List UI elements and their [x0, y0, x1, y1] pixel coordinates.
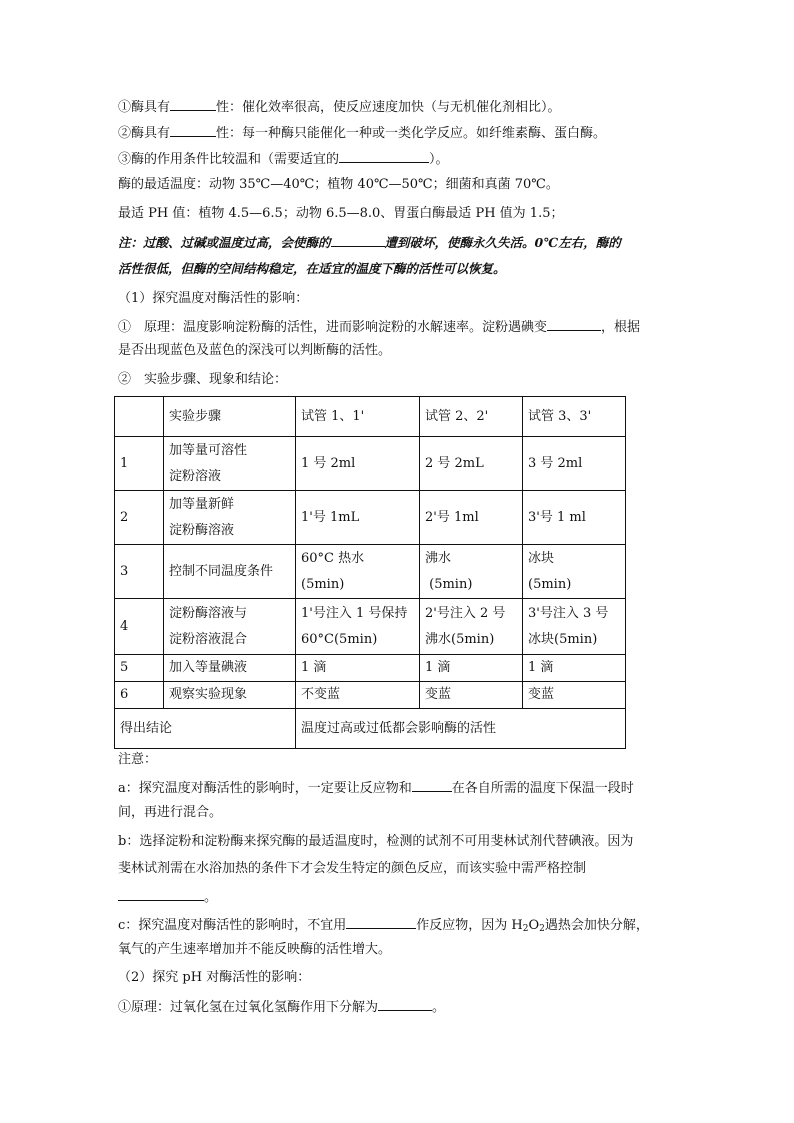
blank — [378, 996, 432, 1011]
intro-line-2 — [118, 122, 606, 144]
step-cell: 观察实验现象 — [164, 682, 296, 709]
tube-cell — [420, 437, 523, 491]
conclusion-row — [115, 709, 626, 749]
step-cell — [164, 437, 296, 491]
conclusion-text: 温度过高或过低都会影响酶的活性 — [296, 709, 626, 749]
table-row — [115, 545, 626, 599]
intro-line-3 — [118, 148, 449, 170]
blank — [412, 777, 452, 792]
text: 遇热会加快分解， — [544, 918, 649, 933]
step-text: 淀粉酶溶液与 — [169, 605, 248, 621]
tube-cell: 1 滴 — [420, 655, 523, 682]
cell-text: 1'号注入 1 号保持 — [301, 605, 408, 621]
conclusion-label: 得出结论 — [115, 709, 296, 749]
step-text: 加等量可溶性 — [169, 442, 248, 458]
section2-title: （2）探究 pH 对酶活性的影响： — [118, 970, 311, 985]
bold-note-line-1 — [118, 232, 621, 253]
cell-text: 2'号 1ml — [425, 509, 479, 525]
tube-cell — [420, 545, 523, 599]
text: O — [528, 918, 540, 933]
intro-line-1 — [118, 96, 561, 118]
table-header-row — [115, 397, 626, 437]
step-cell — [164, 491, 296, 545]
cell-text: (5min) — [528, 576, 572, 592]
cell-text: 1'号 1mL — [301, 509, 360, 525]
step-text: 淀粉酶溶液 — [169, 522, 235, 538]
tube-cell — [296, 545, 420, 599]
optimal-temperature: 酶的最适温度：动物 35℃—40℃；植物 40℃—50℃；细菌和真菌 70℃。 — [118, 177, 559, 192]
tube-cell: 变蓝 — [523, 682, 626, 709]
text: ）。 — [429, 152, 449, 167]
text: ②酶具有 — [118, 126, 171, 141]
cell-text: (5min) — [301, 576, 345, 592]
row-number: 3 — [115, 545, 164, 599]
tube-cell — [296, 491, 420, 545]
text: ① 原理：温度影响淀粉酶的活性，进而影响淀粉的水解速率。淀粉遇碘变 — [118, 320, 548, 335]
steps-heading: ② 实验步骤、现象和结论： — [118, 372, 288, 387]
text: ③酶的作用条件比较温和（需要适宜的 — [118, 152, 340, 167]
text: 性：催化效率很高，使反应速度加快（与无机催化剂相比）。 — [216, 100, 561, 115]
step-cell — [164, 545, 296, 599]
cell-text: (5min) — [425, 576, 473, 592]
cell-text: 3'号 1 ml — [528, 509, 586, 525]
tube-cell: 变蓝 — [420, 682, 523, 709]
cell-text: 2 号 2mL — [425, 455, 484, 471]
header-cell: 试管 2、2' — [420, 397, 523, 437]
tube-cell — [296, 437, 420, 491]
tube-cell: 不变蓝 — [296, 682, 420, 709]
tube-cell — [420, 599, 523, 655]
note-b-line-2: 斐林试剂需在水浴加热的条件下才会发生特定的颜色反应，而该实验中需严格控制 — [118, 861, 587, 876]
row-number: 5 — [115, 655, 164, 682]
principle-line-1 — [118, 316, 640, 338]
text: ①原理：过氧化氢在过氧化氢酶作用下分解为 — [118, 1000, 379, 1015]
optimal-ph: 最适 PH 值：植物 4.5—6.5；动物 6.5—8.0、胃蛋白酶最适 PH 值为 1.5； — [118, 206, 564, 221]
header-cell — [115, 397, 164, 437]
tube-cell — [523, 545, 626, 599]
row-number: 2 — [115, 491, 164, 545]
table-row — [115, 437, 626, 491]
tube-cell: 1 滴 — [296, 655, 420, 682]
experiment-table — [114, 396, 626, 749]
subscript: 2 — [522, 924, 529, 934]
note-b-line-3 — [118, 886, 217, 908]
row-number: 1 — [115, 437, 164, 491]
blank — [170, 96, 216, 111]
note-c-line-2: 氧气的产生速率增加并不能反映酶的活性增大。 — [118, 942, 392, 957]
text: 。 — [432, 1000, 446, 1015]
text: 作反应物，因为 H — [416, 918, 523, 933]
row-number: 4 — [115, 599, 164, 655]
row-number: 6 — [115, 682, 164, 709]
cell-text: 2'号注入 2 号 — [425, 605, 506, 621]
step-text: 控制不同温度条件 — [169, 563, 274, 579]
cell-text: 1 号 2ml — [301, 455, 356, 471]
blank — [331, 232, 385, 247]
cell-text: 冰块 — [528, 550, 555, 566]
cell-text: 冰块(5min) — [528, 631, 598, 647]
blank — [346, 914, 416, 929]
tube-cell — [523, 437, 626, 491]
step-cell: 加入等量碘液 — [164, 655, 296, 682]
section1-title: （1）探究温度对酶活性的影响： — [118, 291, 309, 306]
text: 。 — [204, 890, 218, 905]
note-a-line-1 — [118, 777, 634, 799]
header-cell: 试管 3、3' — [523, 397, 626, 437]
note-a-line-2: 间，再进行混合。 — [118, 805, 223, 820]
cell-text: 3 号 2ml — [528, 455, 583, 471]
header-cell: 实验步骤 — [164, 397, 296, 437]
step-text: 淀粉溶液 — [169, 468, 222, 484]
principle-line-2: 是否出现蓝色及蓝色的深浅可以判断酶的活性。 — [118, 343, 392, 358]
text: 性：每一种酶只能催化一种或一类化学反应。如纤维素酶、蛋白酶。 — [216, 126, 607, 141]
text: c：探究温度对酶活性的影响时，不宜用 — [118, 918, 347, 933]
cell-text: 3'号注入 3 号 — [528, 605, 609, 621]
section2-principle — [118, 996, 445, 1018]
cell-text: 60°C 热水 — [301, 550, 365, 566]
blank — [170, 122, 216, 137]
step-cell — [164, 599, 296, 655]
tube-cell — [420, 491, 523, 545]
blank — [118, 886, 204, 901]
cell-text: 沸水 — [425, 550, 452, 566]
text: 在各自所需的温度下保温一段时 — [451, 781, 634, 796]
text: a：探究温度对酶活性的影响时，一定要让反应物和 — [118, 781, 412, 796]
text: ，根据 — [601, 320, 641, 335]
text: 遭到破坏，使酶永久失活。0℃左右，酶的 — [384, 235, 621, 250]
tube-cell — [523, 599, 626, 655]
header-cell: 试管 1、1' — [296, 397, 420, 437]
cell-text: 60°C(5min) — [301, 631, 378, 647]
blank — [547, 316, 601, 331]
text: 注：过酸、过碱或温度过高，会使酶的 — [118, 235, 331, 250]
table-row — [115, 491, 626, 545]
note-b-line-1: b：选择淀粉和淀粉酶来探究酶的最适温度时，检测的试剂不可用斐林试剂代替碘液。因为 — [118, 834, 634, 849]
tube-cell — [523, 491, 626, 545]
table-row — [115, 682, 626, 709]
subscript: 2 — [539, 924, 545, 934]
tube-cell: 1 滴 — [523, 655, 626, 682]
tube-cell — [296, 599, 420, 655]
table-row — [115, 655, 626, 682]
step-text: 加等量新鲜 — [169, 496, 235, 512]
step-text: 淀粉溶液混合 — [169, 631, 248, 647]
note-c-line-1 — [118, 914, 649, 939]
bold-note-line-2: 活性很低，但酶的空间结构稳定，在适宜的温度下酶的活性可以恢复。 — [118, 261, 506, 276]
blank — [339, 148, 429, 163]
cell-text: 沸水(5min) — [425, 631, 495, 647]
table-row — [115, 599, 626, 655]
text: ①酶具有 — [118, 100, 171, 115]
notes-title: 注意： — [118, 752, 158, 767]
